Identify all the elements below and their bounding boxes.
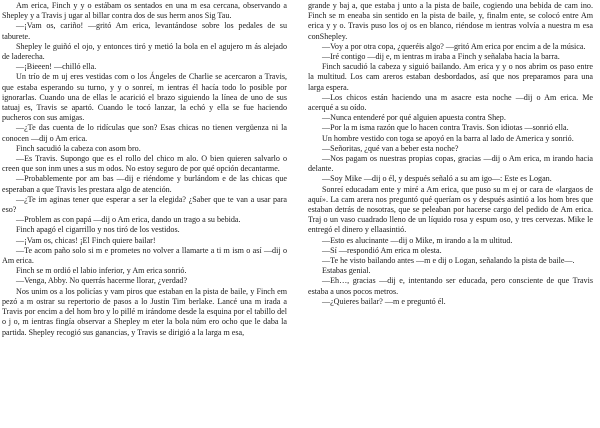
paragraph: Finch sacudió la cabeza y siguió bailando. Am erica y y o nos abrim os paso entre la multitud. Los cam areros estaban desbordados, así que nos preparamos para una larga espera. (308, 62, 593, 92)
paragraph: Un hombre vestido con toga se apoyó en la barra al lado de America y sonrió. (322, 133, 574, 143)
paragraph: —Sí —respondió Am erica m olesta. (322, 245, 442, 255)
paragraph: —¿Quieres bailar? —m e preguntó él. (322, 296, 446, 306)
paragraph: Estabas genial. (322, 266, 371, 276)
left-page-body (2, 0, 287, 338)
paragraph: —Eh…, gracias —dij e, intentando ser educada, pero consciente de que Travis estaba a unos pocos metros. (308, 276, 593, 296)
paragraph: —¡Vam os, chicas! ¡El Finch quiere bailar! (16, 235, 156, 245)
paragraph: —Te he visto bailando antes —m e dij o Logan, señalando la pista de baile—. (322, 256, 575, 266)
paragraph: Un trío de m uj eres vestidas com o los Ángeles de Charlie se acercaron a Travis, que estaba esperando su turno, y y o sonreí, m ientras él hacía todo lo posible por ignorarlas. Cuando una de ellas le acarició el brazo siguiendo la línea de uno de sus tatuaj es, Travis se apartó. Cuando le tocó lanzar, la echó y ella se fue haciendo pucheros con sus amigas. (2, 72, 287, 123)
right-page (308, 0, 593, 428)
paragraph: —Iré contigo —dij e, m ientras m iraba a Finch y señalaba hacia la barra. (322, 52, 560, 62)
paragraph: Am erica, Finch y y o estábam os sentados en una m esa cercana, observando a Shepley y a Travis j ugar al billar contra dos de sus herm anos Sig Tau. (2, 1, 287, 21)
paragraph: —Es Travis. Supongo que es el rollo del chico m alo. O bien quieren salvarlo o creen que son inm unes a sus m odos. No estoy seguro de por qué opción decantarme. (2, 154, 287, 174)
paragraph: —Los chicos están haciendo una m asacre esta noche —dij o Am erica. Me acerqué a su oído. (308, 92, 593, 113)
paragraph: —¿Te das cuenta de lo ridículas que son? Esas chicas no tienen vergüenza ni la conocen —dij o Am erica. (2, 123, 287, 143)
paragraph: —¿Te im aginas tener que esperar a ser la elegida? ¿Saber que te van a usar para eso? (2, 194, 287, 215)
paragraph: —Esto es alucinante —dij o Mike, m irando a la m ultitud. (322, 235, 513, 245)
paragraph: —Te acom paño solo si m e prometes no volver a llamarte a ti m ism o así —dij o Am erica. (2, 245, 287, 266)
paragraph: Finch apagó el cigarrillo y nos tiró de los vestidos. (16, 225, 180, 235)
paragraph: —Soy Mike —dij o él, y después señaló a su am igo—: Este es Logan. (322, 174, 552, 184)
paragraph: Finch sacudió la cabeza con asom bro. (16, 143, 141, 153)
right-page-body (308, 0, 593, 307)
paragraph: Sonreí educadam ente y miré a Am erica, que puso su m ej or cara de «largaos de aquí». La cam arera nos preguntó qué queríam os y después asintió a los hom bres que estaban detrás de nosotras, que se peleaban por hacerse cargo del pedido de Am erica. Traj o un vaso cuadrado lleno de un líquido rosa y espum oso, y tres cervezas. Mike le entregó el dinero y ellaasintió. (308, 184, 593, 235)
paragraph: —Venga, Abby. No querrás hacerme llorar, ¿verdad? (16, 276, 188, 286)
paragraph: —Nunca entenderé por qué alguien apuesta contra Shep. (322, 113, 506, 123)
paragraph: —Por la m isma razón que lo hacen contra Travis. Son idiotas —sonrió ella. (322, 123, 569, 133)
paragraph: —Señoritas, ¿qué van a beber esta noche? (322, 143, 459, 153)
paragraph: —Problem as con papá —dij o Am erica, dando un trago a su bebida. (16, 215, 241, 225)
paragraph: —Voy a por otra copa, ¿queréis algo? —gritó Am erica por encim a de la música. (322, 41, 586, 51)
paragraph: Nos unim os a los policías y vam piros que estaban en la pista de baile, y Finch em pezó a m ostrar su repertorio de pasos a lo Justin Tim berlake. Lancé una m irada a Travis por encim a del hom bro y lo pillé m irándome desde la esquina por el tabillo del o j o, m ientras fingía observar a Shepley m eter la bola núm ero ocho que le daba la partida. Shepley recogió sus ganancias, y Travis se dirigió a la larga m esa, (2, 286, 287, 337)
paragraph: —¡Vam os, cariño! —gritó Am erica, levantándose sobre los pedales de su taburete. (2, 21, 287, 41)
paragraph: grande y baj a, que estaba j unto a la pista de baile, cogiendo una bebida de cam ino. Finch se m eneaba sin sentido en la pista de baile, y, finalm ente, se colocó entre Am erica y y o. Travis puso los oj os en blanco, riéndose m ientras volvía a nuestra m esa conShepley. (308, 1, 593, 41)
left-page (2, 0, 287, 428)
paragraph: —¡Bieeen! —chilló ella. (16, 62, 97, 72)
paragraph: Shepley le guiñó el ojo, y entonces tiró y metió la bola en el agujero m ás alejado de laderecha. (2, 41, 287, 62)
paragraph: Finch se m ordió el labio inferior, y Am erica sonrió. (16, 266, 187, 276)
paragraph: —Probablemente por am bas —dij e riéndome y burlándom e de las chicas que esperaban a que Travis les prestara algo de atención. (2, 174, 287, 194)
paragraph: —Nos pagam os nuestras propias copas, gracias —dij o Am erica, m irando hacia delante. (308, 154, 593, 174)
